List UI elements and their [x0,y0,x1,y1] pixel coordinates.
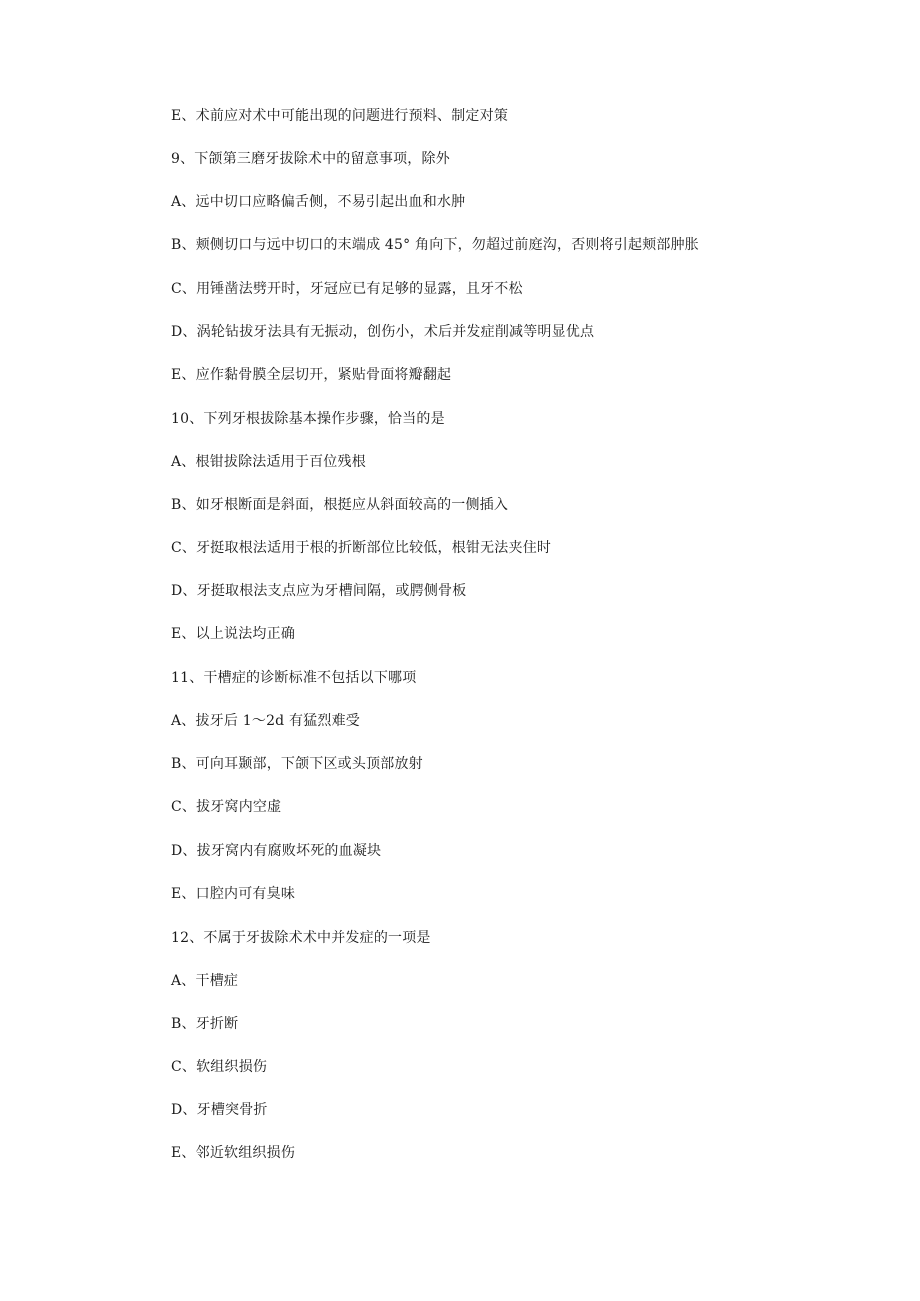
option-d-q12: D、牙槽突骨折 [171,1102,268,1118]
option-c-q10: C、牙挺取根法适用于根的折断部位比较低，根钳无法夹住时 [171,540,552,556]
option-c-q9: C、用锤凿法劈开时，牙冠应已有足够的显露，且牙不松 [171,281,523,297]
option-d-q9: D、涡轮钻拔牙法具有无振动，创伤小，术后并发症削减等明显优点 [171,324,595,340]
option-c-q12: C、软组织损伤 [171,1059,268,1075]
option-a-q11: A、拔牙后 1～2d 有猛烈难受 [171,713,360,729]
option-a-q10: A、根钳拔除法适用于百位残根 [171,454,366,470]
option-c-q11: C、拔牙窝内空虚 [171,799,282,815]
option-e-q12: E、邻近软组织损伤 [171,1145,296,1161]
question-9: 9、下颌第三磨牙拔除术中的留意事项，除外 [171,151,450,167]
question-12: 12、不属于牙拔除术术中并发症的一项是 [171,930,431,946]
option-d-q10: D、牙挺取根法支点应为牙槽间隔，或腭侧骨板 [171,583,467,599]
option-b-q9: B、颊侧切口与远中切口的末端成 45° 角向下，勿超过前庭沟，否则将引起颊部肿胀 [171,237,700,253]
question-10: 10、下列牙根拔除基本操作步骤，恰当的是 [171,411,445,427]
option-a-q9: A、远中切口应略偏舌侧，不易引起出血和水肿 [171,194,466,210]
option-b-q12: B、牙折断 [171,1016,239,1032]
option-b-q11: B、可向耳颞部，下颌下区或头顶部放射 [171,756,423,772]
option-d-q11: D、拔牙窝内有腐败坏死的血凝块 [171,843,382,859]
option-a-q12: A、干槽症 [171,973,239,989]
option-e-q8: E、术前应对术中可能出现的问题进行预料、制定对策 [171,108,509,124]
question-11: 11、干槽症的诊断标准不包括以下哪项 [171,670,417,686]
option-e-q9: E、应作黏骨膜全层切开，紧贴骨面将瓣翻起 [171,367,452,383]
option-e-q10: E、以上说法均正确 [171,626,296,642]
option-b-q10: B、如牙根断面是斜面，根挺应从斜面较高的一侧插入 [171,497,509,513]
option-e-q11: E、口腔内可有臭味 [171,886,296,902]
